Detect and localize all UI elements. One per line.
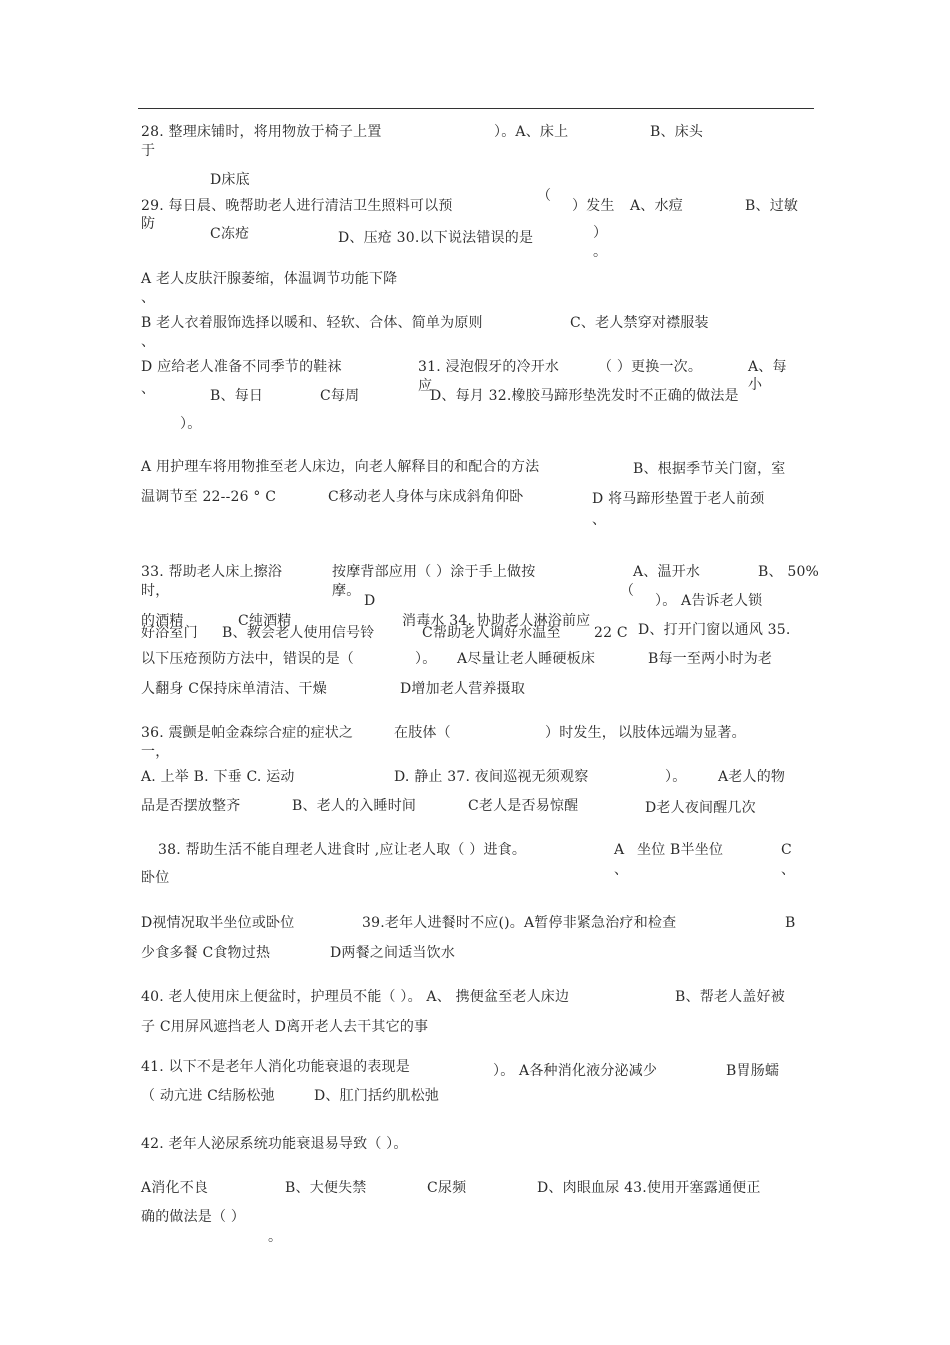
q33-option-d-q34-stem: 消毒水 34. 协助老人淋浴前应 xyxy=(402,613,591,629)
q29-paren-open: （ xyxy=(537,188,552,204)
q28-option-a: ）。A、床上 xyxy=(494,124,569,140)
q29-option-c: C冻疮 xyxy=(210,226,250,242)
q38-option-c-mark: 、 xyxy=(781,862,796,878)
q29-option-a: A、水痘 xyxy=(630,198,683,214)
q34-option-a-cont: 好浴室门 xyxy=(141,625,198,641)
q38-stem: 38. 帮助生活不能自理老人进食时 ,应让老人取（ ）进食。 xyxy=(158,842,527,858)
q34-paren-open: （ xyxy=(620,583,635,599)
q31-option-a-cont: 小 xyxy=(748,377,763,393)
q28-option-d: D床底 xyxy=(210,172,250,188)
q35-stem: 以下压疮预防方法中，错误的是（ xyxy=(141,651,354,667)
q28-option-b: B、床头 xyxy=(650,124,704,140)
q33-stem-mid-cont: 摩。 xyxy=(332,583,361,599)
q31-option-b: B、每日 xyxy=(210,388,264,404)
q34-option-b: B、教会老人使用信号铃 xyxy=(222,625,375,641)
q29-stem-end: ）发生 xyxy=(572,198,615,214)
q32-paren-close: ）。 xyxy=(180,416,202,432)
q39-option-b: B xyxy=(785,915,796,931)
q33-stem-mid: 按摩背部应用（ ）涂于手上做按 xyxy=(332,564,536,580)
q34-option-d-q35-num: D、打开门窗以通风 35. xyxy=(638,622,791,638)
q31-option-c: C每周 xyxy=(320,388,360,404)
q34-option-c: C帮助老人调好水温至 xyxy=(422,625,561,641)
q33-option-a: A、温开水 xyxy=(633,564,701,580)
q29-stem-cont: 防 xyxy=(141,216,156,232)
q30-paren-close: ） xyxy=(593,225,608,241)
q42-option-a: A消化不良 xyxy=(141,1180,209,1196)
header-rule xyxy=(138,108,814,109)
q31-stem: 31. 浸泡假牙的冷开水 xyxy=(418,359,560,375)
q36-stem: 36. 震颤是帕金森综合症的症状之 xyxy=(141,725,354,741)
q36-options-abc: A. 上举 B. 下垂 C. 运动 xyxy=(141,769,295,785)
q34-option-a: ）。 A告诉老人锁 xyxy=(655,593,763,609)
q33-option-d: D xyxy=(364,593,376,609)
q42-option-c: C尿频 xyxy=(427,1180,467,1196)
q36-stem-mid: 在肢体（ xyxy=(394,725,451,741)
q37-option-c: C老人是否易惊醒 xyxy=(468,798,579,814)
q37-option-a-cont: 品是否摆放整齐 xyxy=(141,798,241,814)
q33-option-c: C纯酒精 xyxy=(238,613,292,629)
q30-option-d: D 应给老人准备不同季节的鞋袜 xyxy=(141,359,342,375)
q39-option-b-cont-c: 少食多餐 C食物过热 xyxy=(141,945,271,961)
q39-stem-option-a: 39.老年人进餐时不应()。A暂停非紧急治疗和检查 xyxy=(362,915,677,931)
q32-option-c: C移动老人身体与床成斜角仰卧 xyxy=(328,489,524,505)
q36-option-d-q37-stem: D. 静止 37. 夜间巡视无须观察 xyxy=(394,769,589,785)
q35-option-b-cont-c: 人翻身 C保持床单清洁、干燥 xyxy=(141,681,327,697)
q28-stem-cont: 于 xyxy=(141,143,156,159)
q39-option-d: D两餐之间适当饮水 xyxy=(330,945,456,961)
q35-paren-close: ）。 xyxy=(415,651,437,667)
q37-paren-close: ）。 xyxy=(665,769,687,785)
q36-stem-mid2: ）时发生， xyxy=(545,725,616,741)
q32-option-b-cont: 温调节至 22--26 ° C xyxy=(141,489,277,505)
q33-stem: 33. 帮助老人床上擦浴 xyxy=(141,564,283,580)
q42-option-b: B、大便失禁 xyxy=(285,1180,367,1196)
q35-option-d: D增加老人营养摄取 xyxy=(400,681,526,697)
q38-option-c: C xyxy=(781,842,792,858)
q41-option-b-cont-c: （ 动亢进 C结肠松弛 xyxy=(141,1088,275,1104)
q42-option-d-q43-stem: D、肉眼血尿 43.使用开塞露通便正 xyxy=(537,1180,761,1196)
q42-stem: 42. 老年人泌尿系统功能衰退易导致（ ）。 xyxy=(141,1136,408,1152)
q31-stem-end: （ ）更换一次。 xyxy=(598,359,703,375)
q32-option-d-mark: 、 xyxy=(592,512,607,528)
q32-option-d: D 将马蹄形垫置于老人前颈 xyxy=(592,491,765,507)
q33-option-b-cont: 的酒精 xyxy=(141,613,184,629)
q29-option-d-q30-stem: D、压疮 30.以下说法错误的是 xyxy=(338,230,534,246)
q35-option-a: A尽量让老人睡硬板床 xyxy=(457,651,596,667)
q43-stem-cont: 确的做法是（ ） xyxy=(141,1209,246,1225)
q29-option-b: B、过敏 xyxy=(745,198,799,214)
q36-stem-cont: 一， xyxy=(141,744,170,760)
q31-option-a: A、每 xyxy=(748,359,787,375)
q30-option-b-mark: 、 xyxy=(141,334,156,350)
q41-stem: 41. 以下不是老年人消化功能衰退的表现是 xyxy=(141,1059,410,1075)
q40-option-b: B、帮老人盖好被 xyxy=(675,989,785,1005)
q29-stem: 29. 每日晨、晚帮助老人进行清洁卫生照料可以预 xyxy=(141,198,453,214)
q43-period: 。 xyxy=(268,1229,283,1245)
q36-stem-end: 以肢体远端为显著。 xyxy=(618,725,746,741)
q41-option-b: B胃肠蠕 xyxy=(726,1063,780,1079)
q38-option-a: A xyxy=(614,842,625,858)
q41-option-d: D、肛门括约肌松弛 xyxy=(314,1088,440,1104)
q38-option-a-mark: 、 xyxy=(614,862,629,878)
q33-stem-cont: 时， xyxy=(141,583,170,599)
q32-option-b: B、根据季节关门窗，室 xyxy=(633,461,786,477)
q30-option-c: C、老人禁穿对襟服装 xyxy=(570,315,709,331)
q31-option-d-q32-stem: D、每月 32.橡胶马蹄形垫洗发时不正确的做法是 xyxy=(430,388,739,404)
q38-option-a-b: 坐位 B半坐位 xyxy=(637,842,724,858)
q35-option-b: B每一至两小时为老 xyxy=(648,651,773,667)
q38-option-d: D视情况取半坐位或卧位 xyxy=(141,915,295,931)
q34-option-c-value: 22 C xyxy=(594,625,628,641)
q41-option-a: ）。 A各种消化液分泌减少 xyxy=(493,1063,658,1079)
q40-option-b-cont: 子 C用屏风遮挡老人 D离开老人去干其它的事 xyxy=(141,1019,429,1035)
q30-option-b: B 老人衣着服饰选择以暖和、轻软、合体、简单为原则 xyxy=(141,315,483,331)
q38-option-c-cont: 卧位 xyxy=(141,870,170,886)
q33-option-b: B、 50% xyxy=(758,564,820,580)
q30-period: 。 xyxy=(593,244,608,260)
q31-stem-cont: 应 xyxy=(418,378,433,394)
q37-option-a: A老人的物 xyxy=(718,769,786,785)
q32-option-a: A 用护理车将用物推至老人床边，向老人解释目的和配合的方法 xyxy=(141,459,540,475)
q30-option-d-mark: 、 xyxy=(141,381,156,397)
q40-stem: 40. 老人使用床上便盆时，护理员不能（ ）。 A、 携便盆至老人床边 xyxy=(141,989,570,1005)
q28-stem: 28. 整理床铺时，将用物放于椅子上置 xyxy=(141,124,382,140)
q30-option-a: A 老人皮肤汗腺萎缩，体温调节功能下降 xyxy=(141,271,398,287)
q30-option-a-mark: 、 xyxy=(141,290,156,306)
q37-option-d: D老人夜间醒几次 xyxy=(645,800,756,816)
q37-option-b: B、老人的入睡时间 xyxy=(292,798,417,814)
